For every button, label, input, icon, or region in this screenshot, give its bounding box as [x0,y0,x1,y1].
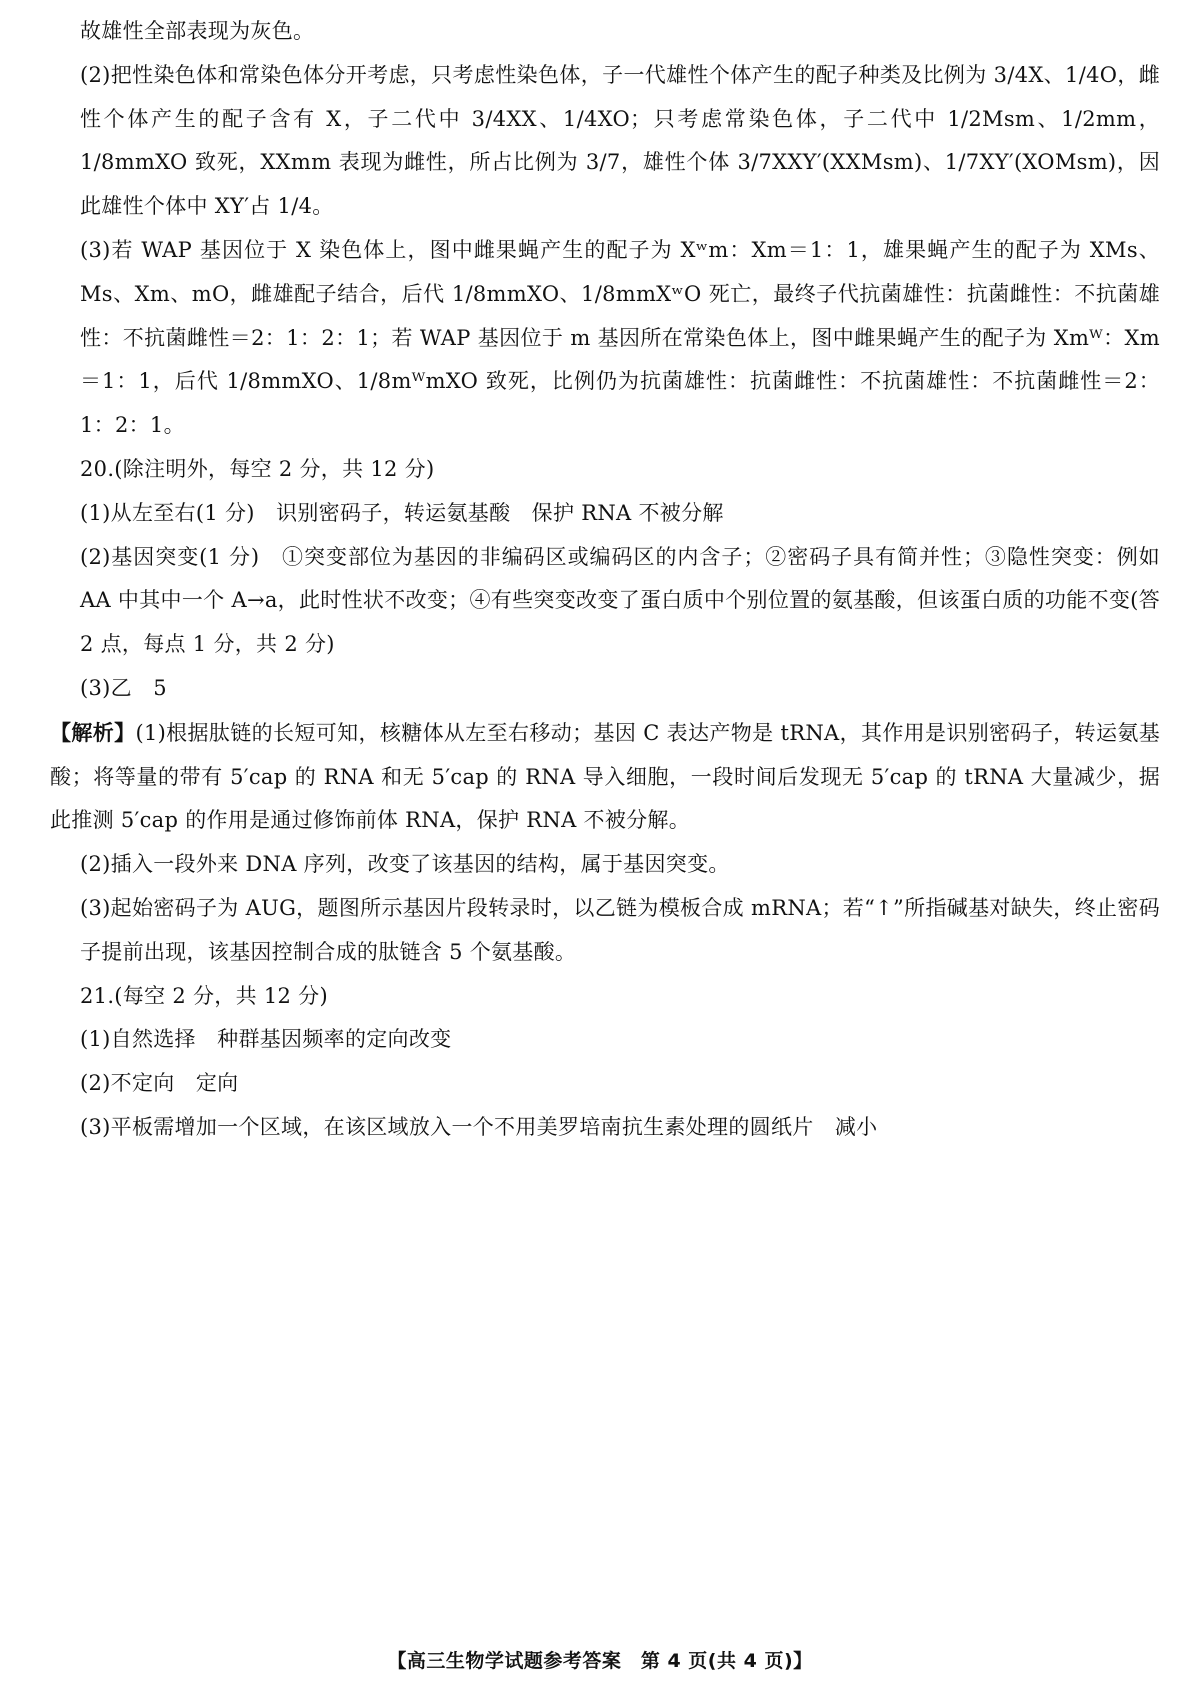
paragraph-19-2: (2)把性染色体和常染色体分开考虑，只考虑性染色体，子一代雄性个体产生的配子种类及比例为 3/4X、1/4O，雌性个体产生的配子含有 X，子二代中 3/4XX、1/4XO；只考虑常染色体，子二代中 1/2Msm、1/2mm，1/8mmXO 致死，XXmm 表现为雌性，所占比例为 3/7，雄性个体 3/7XXY′(XXMsm)、1/7XY′(XOMsm)，因此雄性个体中 XY′占 1/4。 [80,62,1160,219]
paragraph-19-1-conclusion: 故雄性全部表现为灰色。 [80,19,315,43]
answer-21-2: (2)不定向 定向 [80,1071,239,1096]
answer-21-3: (3)平板需增加一个区域，在该区域放入一个不用美罗培南抗生素处理的圆纸片 减小 [80,1114,878,1139]
analysis-20-3: (3)起始密码子为 AUG，题图所示基因片段转录时，以乙链为模板合成 mRNA；若“↑”所指碱基对缺失，终止密码子提前出现，该基因控制合成的肽链含 5 个氨基酸。 [80,895,1160,964]
answer-20-3: (3)乙 5 [80,675,167,700]
answer-21-1: (1)自然选择 种群基因频率的定向改变 [80,1027,452,1052]
answer-20-1: (1)从左至右(1 分) 识别密码子，转运氨基酸 保护 RNA 不被分解 [80,500,724,525]
page-footer: 【高三生物学试题参考答案 第 4 页(共 4 页)】 [387,1650,813,1672]
question-20-header: 20.(除注明外，每空 2 分，共 12 分) [80,456,435,481]
analysis-20-2: (2)插入一段外来 DNA 序列，改变了该基因的结构，属于基因突变。 [80,852,730,877]
analysis-20-1 [50,711,1160,843]
question-21-header: 21.(每空 2 分，共 12 分) [80,983,328,1008]
analysis-label: 【解析】 [50,719,136,745]
paragraph-19-3: (3)若 WAP 基因位于 X 染色体上，图中雌果蝇产生的配子为 Xʷm：Xm＝1：1，雄果蝇产生的配子为 XMs、Ms、Xm、mO，雌雄配子结合，后代 1/8mmXO、1/8mmXʷO 死亡，最终子代抗菌雄性：抗菌雌性：不抗菌雄性：不抗菌雌性＝2：1：2：1；若 WAP 基因位于 m 基因所在常染色体上，图中雌果蝇产生的配子为 Xmᵂ：Xm＝1：1，后代 1/8mmXO、1/8mᵂmXO 致死，比例仍为抗菌雄性：抗菌雌性：不抗菌雄性：不抗菌雌性＝2：1：2：1。 [80,237,1160,438]
answer-content [50,10,1160,1150]
analysis-20-1-text: (1)根据肽链的长短可知，核糖体从左至右移动；基因 C 表达产物是 tRNA，其作用是识别密码子，转运氨基酸；将等量的带有 5′cap 的 RNA 和无 5′cap 的 RNA 导入细胞，一段时间后发现无 5′cap 的 tRNA 大量减少，据此推测 5′cap 的作用是通过修饰前体 RNA，保护 RNA 不被分解。 [50,720,1160,833]
answer-20-2: (2)基因突变(1 分) ①突变部位为基因的非编码区或编码区的内含子；②密码子具有简并性；③隐性突变：例如 AA 中其中一个 A→a，此时性状不改变；④有些突变改变了蛋白质中个别位置的氨基酸，但该蛋白质的功能不变(答 2 点，每点 1 分，共 2 分) [80,544,1160,657]
